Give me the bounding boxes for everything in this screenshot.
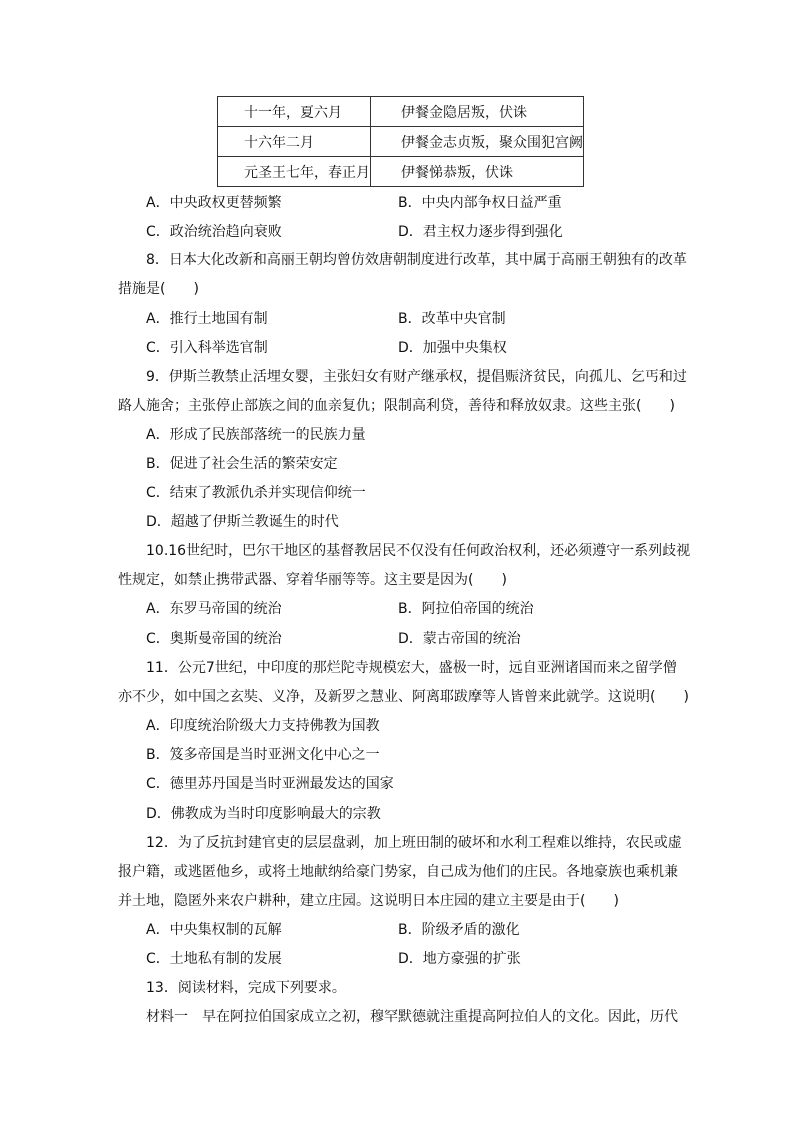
- q11-option-c[interactable]: C．德里苏丹国是当时亚洲最发达的国家: [146, 776, 394, 792]
- q9-stem-line1: 9．伊斯兰教禁止活埋女婴，主张妇女有财产继承权，提倡赈济贫民，向孤儿、乞丐和过: [146, 369, 687, 385]
- q7-option-d[interactable]: D．君主权力逐步得到强化: [398, 224, 563, 240]
- q13-material1: 材料一 早在阿拉伯国家成立之初，穆罕默德就注重提高阿拉伯人的文化。因此，历代: [146, 1009, 678, 1025]
- q10-stem-line1: 10.16世纪时，巴尔干地区的基督教居民不仅没有任何政治权利，还必须遵守一系列歧视: [146, 543, 691, 559]
- table-cell-time: 十一年，夏六月: [218, 97, 371, 127]
- q10-option-b[interactable]: B．阿拉伯帝国的统治: [398, 601, 534, 617]
- history-table: [217, 96, 584, 187]
- q10-option-c[interactable]: C．奥斯曼帝国的统治: [146, 631, 282, 647]
- q13-stem: 13．阅读材料，完成下列要求。: [146, 980, 346, 996]
- q11-option-a[interactable]: A．印度统治阶级大力支持佛教为国教: [146, 718, 380, 734]
- q7-option-b[interactable]: B．中央内部争权日益严重: [398, 195, 562, 211]
- table-row: [218, 97, 584, 127]
- q12-stem-line2: 报户籍，或逃匿他乡，或将土地献纳给豪门势家，自己成为他们的庄民。各地豪族也乘机兼: [118, 864, 678, 880]
- q12-option-a[interactable]: A．中央集权制的瓦解: [146, 922, 282, 938]
- q10-option-a[interactable]: A．东罗马帝国的统治: [146, 601, 282, 617]
- q9-option-a[interactable]: A．形成了民族部落统一的民族力量: [146, 427, 366, 443]
- q11-option-b[interactable]: B．笈多帝国是当时亚洲文化中心之一: [146, 747, 380, 763]
- q12-option-c[interactable]: C．土地私有制的发展: [146, 951, 282, 967]
- q12-stem-line1: 12．为了反抗封建官吏的层层盘剥，加上班田制的破坏和水利工程难以维持，农民或虚: [146, 835, 682, 851]
- q8-stem-line2: 措施是( ): [118, 281, 199, 297]
- q8-option-b[interactable]: B．改革中央官制: [398, 311, 506, 327]
- q11-option-d[interactable]: D．佛教成为当时印度影响最大的宗教: [146, 806, 381, 822]
- q8-stem-line1: 8．日本大化改新和高丽王朝均曾仿效唐朝制度进行改革，其中属于高丽王朝独有的改革: [146, 252, 687, 268]
- q7-option-a[interactable]: A．中央政权更替频繁: [146, 195, 282, 211]
- q8-option-d[interactable]: D．加强中央集权: [398, 340, 507, 356]
- table-row: [218, 127, 584, 157]
- table-row: [218, 157, 584, 187]
- q12-option-d[interactable]: D．地方豪强的扩张: [398, 951, 521, 967]
- table-cell-event: 伊餐金志贞叛，聚众围犯宫阙: [371, 127, 584, 157]
- table-cell-time: 十六年二月: [218, 127, 371, 157]
- q11-stem-line2: 亦不少，如中国之玄奘、义净，及新罗之慧业、阿离耶跋摩等人皆曾来此就学。这说明( ): [118, 689, 689, 705]
- q12-stem-line3: 并土地，隐匿外来农户耕种，建立庄园。这说明日本庄园的建立主要是由于( ): [118, 893, 619, 909]
- q10-stem-line2: 性规定，如禁止携带武器、穿着华丽等等。这主要是因为( ): [118, 572, 507, 588]
- q10-option-d[interactable]: D．蒙古帝国的统治: [398, 631, 521, 647]
- q9-option-b[interactable]: B．促进了社会生活的繁荣安定: [146, 456, 338, 472]
- q9-stem-line2: 路人施舍；主张停止部族之间的血亲复仇；限制高利贷，善待和释放奴隶。这些主张( ): [118, 398, 675, 414]
- table-cell-time: 元圣王七年，春正月: [218, 157, 371, 187]
- q12-option-b[interactable]: B．阶级矛盾的激化: [398, 922, 520, 938]
- q7-option-c[interactable]: C．政治统治趋向衰败: [146, 224, 282, 240]
- q9-option-d[interactable]: D．超越了伊斯兰教诞生的时代: [146, 514, 339, 530]
- q8-option-a[interactable]: A．推行土地国有制: [146, 311, 268, 327]
- table-cell-event: 伊餐金隐居叛，伏诛: [371, 97, 584, 127]
- q11-stem-line1: 11．公元7世纪，中印度的那烂陀寺规模宏大，盛极一时，远自亚洲诸国而来之留学僧: [146, 660, 677, 676]
- q8-option-c[interactable]: C．引入科举选官制: [146, 340, 268, 356]
- q9-option-c[interactable]: C．结束了教派仇杀并实现信仰统一: [146, 485, 366, 501]
- table-cell-event: 伊餐悌恭叛，伏诛: [371, 157, 584, 187]
